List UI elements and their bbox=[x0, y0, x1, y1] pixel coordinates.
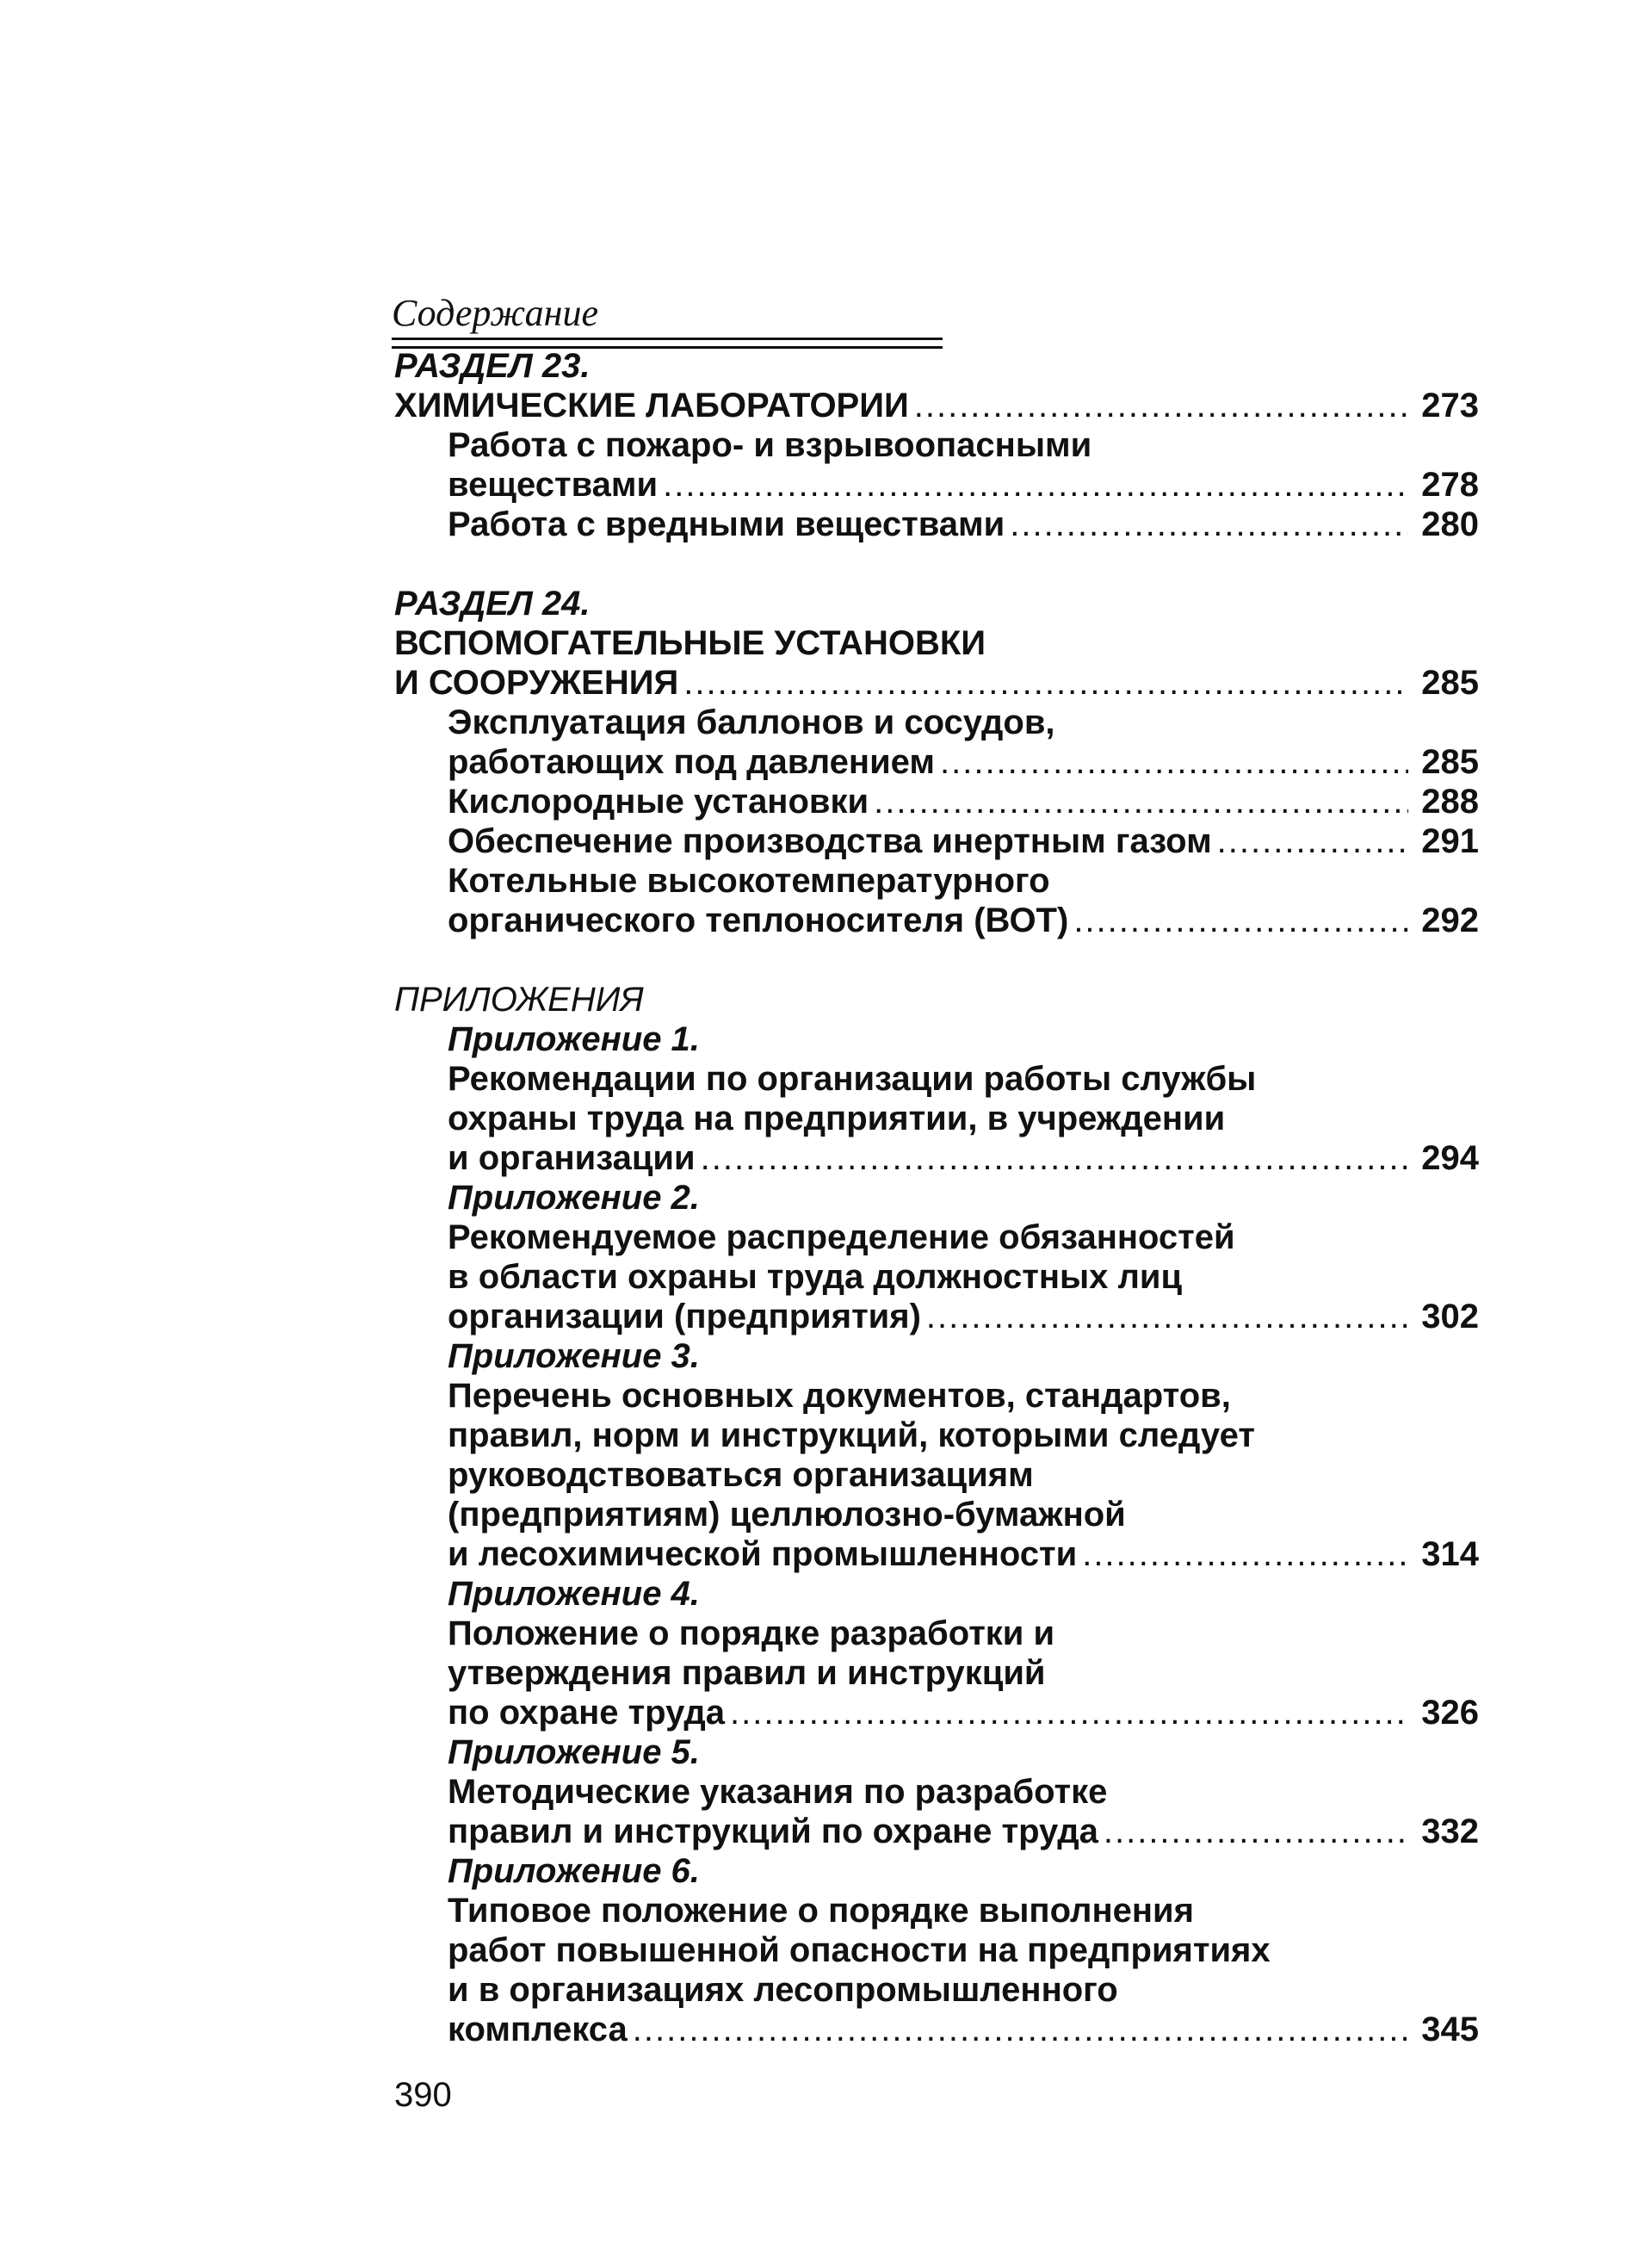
entry-text: Работа с пожаро- и взрывоопасными bbox=[448, 426, 1092, 464]
dot-leader bbox=[1073, 901, 1408, 940]
dot-leader bbox=[874, 782, 1408, 821]
page-number: 278 bbox=[1421, 466, 1479, 504]
header-rule-top bbox=[392, 338, 943, 340]
toc-entry bbox=[394, 663, 1479, 703]
appendix-label: Приложение 3. bbox=[448, 1337, 700, 1375]
entry-text: Типовое положение о порядке выполнения bbox=[448, 1892, 1194, 1930]
appendices-label: ПРИЛОЖЕНИЯ bbox=[394, 981, 644, 1019]
section-24-title: И СООРУЖЕНИЯ bbox=[394, 664, 679, 702]
toc-entry bbox=[394, 742, 1479, 782]
entry-text: Методические указания по разработке bbox=[448, 1773, 1108, 1811]
entry-text: комплекса bbox=[448, 2011, 628, 2048]
entry-text: Эксплуатация баллонов и сосудов, bbox=[448, 703, 1055, 741]
appendix-label: Приложение 5. bbox=[448, 1733, 700, 1771]
dot-leader bbox=[663, 465, 1408, 505]
page-number: 314 bbox=[1421, 1535, 1479, 1573]
page-number: 291 bbox=[1421, 822, 1479, 860]
dot-leader bbox=[1082, 1534, 1408, 1574]
entry-text: и в организациях лесопромышленного bbox=[448, 1971, 1118, 2009]
toc-entry bbox=[394, 1297, 1479, 1336]
entry-text: органического теплоносителя (ВОТ) bbox=[448, 902, 1069, 939]
dot-leader bbox=[683, 663, 1408, 703]
entry-text: правил и инструкций по охране труда bbox=[448, 1813, 1098, 1850]
spacer bbox=[394, 544, 1479, 584]
page-number: 292 bbox=[1421, 902, 1479, 939]
spacer bbox=[394, 940, 1479, 980]
entry-text: Работа с вредными веществами bbox=[448, 505, 1005, 543]
entry-text: Обеспечение производства инертным газом bbox=[448, 822, 1212, 860]
toc-entry bbox=[394, 782, 1479, 821]
page-number: 302 bbox=[1421, 1298, 1479, 1335]
appendix-label: Приложение 4. bbox=[448, 1575, 700, 1613]
toc-entry bbox=[394, 1534, 1479, 1574]
dot-leader bbox=[940, 742, 1408, 782]
toc-entry bbox=[394, 1693, 1479, 1732]
dot-leader bbox=[1010, 505, 1408, 544]
page-number: 332 bbox=[1421, 1813, 1479, 1850]
toc-entry bbox=[394, 2010, 1479, 2049]
entry-text: Рекомендации по организации работы службы bbox=[448, 1060, 1257, 1098]
dot-leader bbox=[914, 386, 1408, 425]
entry-text: (предприятиям) целлюлозно-бумажной bbox=[448, 1496, 1126, 1534]
entry-text: Кислородные установки bbox=[448, 783, 869, 821]
dot-leader bbox=[633, 2010, 1408, 2049]
entry-text: и организации bbox=[448, 1139, 696, 1177]
page-number: 273 bbox=[1421, 387, 1479, 424]
entry-text: правил, норм и инструкций, которыми следует bbox=[448, 1416, 1255, 1454]
toc-entry bbox=[394, 1138, 1479, 1178]
dot-leader bbox=[1217, 821, 1408, 861]
entry-text: веществами bbox=[448, 466, 659, 504]
page-number: 280 bbox=[1421, 505, 1479, 543]
section-23-label: РАЗДЕЛ 23. bbox=[394, 347, 591, 385]
page-number: 345 bbox=[1421, 2011, 1479, 2048]
entry-text: организации (предприятия) bbox=[448, 1298, 921, 1335]
page-folio: 390 bbox=[394, 2076, 452, 2114]
toc-entry bbox=[394, 1812, 1479, 1851]
appendix-label: Приложение 1. bbox=[448, 1020, 700, 1058]
running-head: Содержание bbox=[392, 292, 599, 334]
toc-entry bbox=[394, 821, 1479, 861]
entry-text: в области охраны труда должностных лиц bbox=[448, 1258, 1183, 1296]
dot-leader bbox=[1104, 1812, 1408, 1851]
appendix-label: Приложение 6. bbox=[448, 1852, 700, 1890]
entry-text: руководствоваться организациям bbox=[448, 1456, 1034, 1494]
page-number: 285 bbox=[1421, 664, 1479, 702]
dot-leader bbox=[730, 1693, 1408, 1732]
dot-leader bbox=[926, 1297, 1408, 1336]
entry-text: Рекомендуемое распределение обязанностей bbox=[448, 1218, 1235, 1256]
entry-text: Котельные высокотемпературного bbox=[448, 862, 1050, 900]
entry-text: Положение о порядке разработки и bbox=[448, 1614, 1055, 1652]
entry-text: охраны труда на предприятии, в учреждении bbox=[448, 1100, 1226, 1137]
dot-leader bbox=[701, 1138, 1408, 1178]
entry-text: и лесохимической промышленности bbox=[448, 1535, 1078, 1573]
table-of-contents bbox=[394, 346, 1479, 2049]
entry-text: работающих под давлением bbox=[448, 743, 935, 781]
toc-entry bbox=[394, 505, 1479, 544]
entry-text: по охране труда bbox=[448, 1694, 725, 1732]
toc-entry bbox=[394, 901, 1479, 940]
section-24-label: РАЗДЕЛ 24. bbox=[394, 585, 591, 623]
section-24-title: ВСПОМОГАТЕЛЬНЫЕ УСТАНОВКИ bbox=[394, 624, 986, 662]
page-number: 294 bbox=[1421, 1139, 1479, 1177]
appendix-label: Приложение 2. bbox=[448, 1179, 700, 1217]
entry-text: работ повышенной опасности на предприятиях bbox=[448, 1931, 1271, 1969]
toc-entry bbox=[394, 386, 1479, 425]
entry-text: Перечень основных документов, стандартов, bbox=[448, 1377, 1231, 1415]
section-23-title: ХИМИЧЕСКИЕ ЛАБОРАТОРИИ bbox=[394, 387, 909, 424]
entry-text: утверждения правил и инструкций bbox=[448, 1654, 1046, 1692]
page-number: 288 bbox=[1421, 783, 1479, 821]
toc-entry bbox=[394, 465, 1479, 505]
page-number: 326 bbox=[1421, 1694, 1479, 1732]
page-number: 285 bbox=[1421, 743, 1479, 781]
